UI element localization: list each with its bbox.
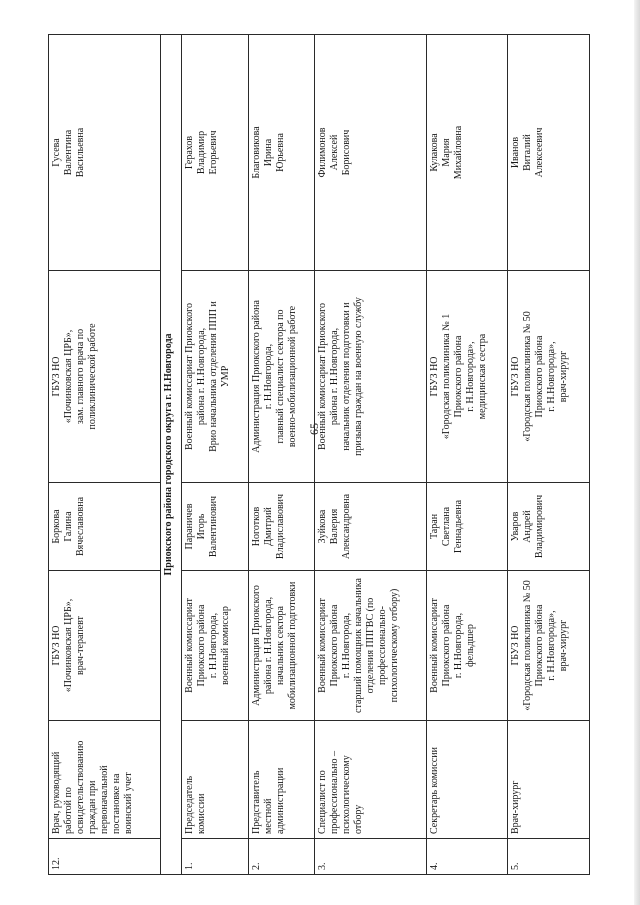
text-line: Врач, руководящий (51, 751, 62, 834)
text-line: района г. Н.Новгорода, (329, 327, 341, 426)
section-header: Приокского района городского округа г. Н.Новгорода (160, 35, 181, 875)
text-line: Военный комиссариат Приокского (317, 303, 329, 451)
text-line: Алексей (329, 134, 341, 171)
text-line: постановке на (111, 773, 122, 834)
row-number: 3. (315, 839, 427, 875)
position-cell (315, 721, 427, 839)
text-line: работой по (63, 787, 74, 834)
text-line: г. Н.Новгорода», (546, 341, 558, 412)
text-line: ГБУЗ НО (428, 356, 440, 397)
text-line: Валентинович (208, 495, 220, 558)
text-line: Секретарь комиссии (428, 747, 440, 834)
text-line: г. Н.Новгорода, (262, 343, 274, 410)
text-line: Таран (428, 513, 440, 540)
text-line: ГБУЗ НО (510, 356, 522, 397)
page-number: 65 (307, 423, 321, 435)
rotated-page-content (48, 35, 590, 875)
text-line: поликлинической работе (87, 323, 98, 430)
text-line: врач-терапевт (75, 616, 86, 675)
text-line: г. Н.Новгорода, (208, 612, 220, 679)
text-line: Игорь (196, 513, 208, 540)
text-line: Приокского района (534, 604, 546, 687)
text-line: граждан при (87, 780, 98, 834)
main-member-name-cell (315, 483, 427, 571)
text-line: Андрей (522, 510, 534, 543)
table-row (426, 35, 508, 875)
table-row (248, 35, 315, 875)
text-line: г. Н.Новгорода», (464, 341, 476, 412)
text-line: профессионально – (329, 750, 341, 834)
text-line: Васильевна (75, 127, 86, 178)
text-line: Военный комиссариат (184, 598, 196, 693)
reserve-member-place-cell (49, 271, 161, 483)
text-line: ГБУЗ НО (51, 356, 62, 397)
text-line: Администрация Приокского района (250, 300, 262, 453)
commission-table (48, 34, 590, 875)
text-line: фельдшер (464, 624, 476, 667)
text-line: Виталий (522, 134, 534, 171)
text-line: медицинская сестра (476, 333, 488, 420)
row-number: 5. (508, 839, 590, 875)
text-line: главный специалист сектора по (274, 309, 286, 444)
main-member-place-cell (508, 571, 590, 721)
text-line: Светлана (440, 506, 452, 547)
text-line: Администрация Приокского (250, 585, 262, 706)
row-number: 1. (182, 839, 249, 875)
text-line: района г. Н.Новгорода, (196, 327, 208, 426)
text-line: начальник отделения подготовки и (341, 302, 353, 451)
text-line: Ноготков (250, 506, 262, 547)
text-line: Представитель (250, 770, 262, 834)
reserve-member-place-cell (508, 271, 590, 483)
text-line: администрации (274, 767, 286, 834)
text-line: воинский учет (123, 772, 134, 834)
text-line: Дмитрий (262, 507, 274, 546)
text-line: г. Н.Новгорода», (546, 610, 558, 681)
text-line: Мария (440, 138, 452, 167)
text-line: Председатель (184, 775, 196, 834)
reserve-member-place-cell (315, 271, 427, 483)
position-cell (426, 721, 508, 839)
text-line: «Городская поликлиника № 50 (522, 311, 534, 442)
text-line: Врио начальника отделения ППП и (208, 301, 220, 452)
text-line: зам. главного врача по (75, 328, 86, 425)
text-line: отбору (353, 804, 365, 834)
text-line: «Городская поликлиника № 1 (440, 313, 452, 440)
text-line: Владиславович (274, 493, 286, 560)
scan-edge-shadow (634, 0, 640, 905)
table-row (182, 35, 249, 875)
text-line: Валерия (329, 508, 341, 545)
text-line: Владимирович (534, 494, 546, 559)
text-line: психологическому отбору) (389, 588, 401, 703)
text-line: отделения ППГВС (по (365, 597, 377, 694)
text-line: г. Н.Новгорода, (452, 612, 464, 679)
main-member-name-cell (248, 483, 315, 571)
main-member-place-cell (182, 571, 249, 721)
text-line: Приокского района (329, 604, 341, 687)
text-line: Владимир (196, 130, 208, 175)
reserve-member-place-cell (182, 271, 249, 483)
text-line: комиссии (196, 793, 208, 834)
text-line: Юрьевна (274, 133, 286, 172)
text-line: Иванов (510, 136, 522, 169)
text-line: Приокского района (196, 604, 208, 687)
reserve-member-name-cell (49, 35, 161, 271)
text-line: Кулакова (428, 133, 440, 172)
table-row (49, 35, 161, 875)
text-line: «Починковская ЦРБ», (63, 598, 74, 693)
text-line: г. Н.Новгорода, (341, 612, 353, 679)
main-member-place-cell (426, 571, 508, 721)
text-line: Филимонов (317, 127, 329, 178)
text-line: врач-хирург (558, 619, 570, 672)
text-line: старший помощник начальника (353, 578, 365, 713)
text-line: военно-мобилизационной работе (286, 305, 298, 448)
text-line: Специалист по (317, 770, 329, 834)
position-cell (182, 721, 249, 839)
text-line: Вячеславовна (75, 496, 86, 557)
text-line: Военный комиссариат Приокского (184, 303, 196, 451)
main-member-name-cell (49, 483, 161, 571)
main-member-name-cell (508, 483, 590, 571)
text-line: Зуйкова (317, 509, 329, 544)
text-line: призыва граждан на военную службу (353, 297, 365, 456)
table-body (49, 35, 590, 875)
reserve-member-name-cell (426, 35, 508, 271)
text-line: района г. Н.Новгорода, (262, 596, 274, 695)
position-cell (508, 721, 590, 839)
text-line: начальник сектора (274, 606, 286, 685)
text-line: Геннадьевна (452, 499, 464, 554)
text-line: врач-хирург (558, 350, 570, 403)
text-line: местной (262, 798, 274, 834)
text-line: Алексеевич (534, 127, 546, 178)
text-line: Галина (63, 511, 74, 542)
text-line: «Починковская ЦРБ», (63, 329, 74, 424)
text-line: Врач-хирург (510, 780, 522, 834)
text-line: ГБУЗ НО (51, 625, 62, 666)
text-line: Герахов (184, 135, 196, 170)
text-line: Уваров (510, 511, 522, 542)
reserve-member-name-cell (248, 35, 315, 271)
text-line: «Городская поликлиника № 50 (522, 580, 534, 711)
reserve-member-name-cell (508, 35, 590, 271)
row-number: 12. (49, 839, 161, 875)
table-row (315, 35, 427, 875)
text-line: Военный комиссариат (428, 598, 440, 693)
section-header-row (160, 35, 181, 875)
text-line: УМР (220, 365, 232, 388)
text-line: военный комиссар (220, 606, 232, 685)
reserve-member-place-cell (426, 271, 508, 483)
main-member-name-cell (426, 483, 508, 571)
main-member-place-cell (315, 571, 427, 721)
reserve-member-name-cell (315, 35, 427, 271)
row-number: 2. (248, 839, 315, 875)
table-row (508, 35, 590, 875)
text-line: мобилизационной подготовки (286, 581, 298, 710)
reserve-member-place-cell (248, 271, 315, 483)
main-member-name-cell (182, 483, 249, 571)
text-line: профессионально- (377, 606, 389, 685)
main-member-place-cell (49, 571, 161, 721)
position-cell (248, 721, 315, 839)
text-line: первоначальной (99, 765, 110, 834)
text-line: ГБУЗ НО (510, 625, 522, 666)
text-line: Егорьевич (208, 130, 220, 175)
text-line: освидетельствованию (75, 740, 86, 834)
text-line: Благовикова (250, 126, 262, 179)
text-line: Александровна (341, 493, 353, 560)
text-line: психологическому (341, 755, 353, 834)
text-line: Михайловна (452, 125, 464, 180)
text-line: Приокского района (452, 335, 464, 418)
reserve-member-name-cell (182, 35, 249, 271)
position-cell (49, 721, 161, 839)
row-number: 4. (426, 839, 508, 875)
text-line: Борисович (341, 129, 353, 176)
text-line: Валентина (63, 129, 74, 176)
text-line: Боркова (51, 509, 62, 544)
text-line: Приокского района (440, 604, 452, 687)
main-member-place-cell (248, 571, 315, 721)
text-line: Ирина (262, 138, 274, 167)
text-line: Параничев (184, 503, 196, 550)
text-line: Гусева (51, 138, 62, 167)
text-line: Приокского района (534, 335, 546, 418)
text-line: Военный комиссариат (317, 598, 329, 693)
